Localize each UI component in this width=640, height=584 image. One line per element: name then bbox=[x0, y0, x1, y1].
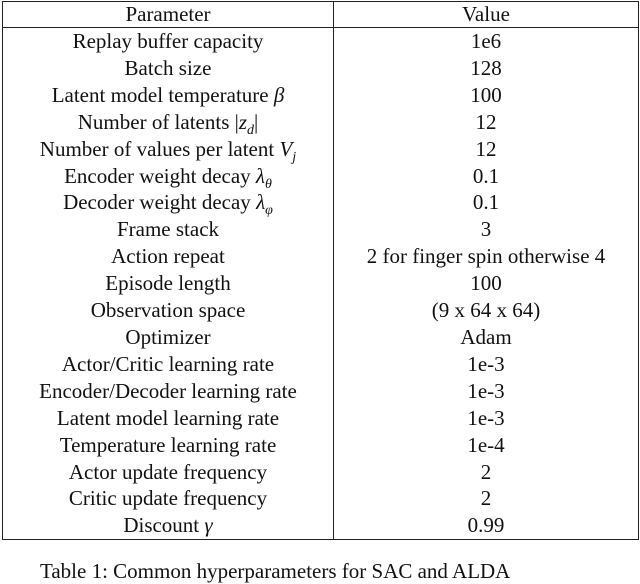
value-cell: 1e-3 bbox=[334, 378, 639, 405]
table-row bbox=[3, 351, 639, 378]
table-row bbox=[3, 512, 639, 539]
value-cell: 2 for finger spin otherwise 4 bbox=[334, 243, 639, 270]
parameter-name: Encoder weight decay bbox=[64, 163, 256, 188]
parameter-symbol: $\lambda_\theta$ bbox=[255, 163, 272, 192]
hyperparameter-table-container bbox=[2, 1, 638, 540]
table-row bbox=[3, 324, 639, 351]
value-cell: 12 bbox=[334, 109, 639, 136]
parameter-cell bbox=[3, 55, 334, 82]
table-row bbox=[3, 485, 639, 512]
value-cell: 100 bbox=[334, 270, 639, 297]
parameter-cell bbox=[3, 485, 334, 512]
table-body bbox=[3, 28, 639, 540]
value-cell: 1e-3 bbox=[334, 405, 639, 432]
parameter-cell bbox=[3, 512, 334, 539]
parameter-symbol: β bbox=[273, 82, 285, 107]
table-row bbox=[3, 136, 639, 163]
table-row bbox=[3, 109, 639, 136]
parameter-cell bbox=[3, 378, 334, 405]
table-row bbox=[3, 243, 639, 270]
table-caption: Table 1: Common hyperparameters for SAC and ALDA bbox=[40, 559, 511, 583]
header-row bbox=[3, 2, 639, 28]
table-row bbox=[3, 459, 639, 486]
table-row bbox=[3, 189, 639, 216]
parameter-symbol: $\lambda_\varphi$ bbox=[256, 190, 273, 219]
parameter-name: Actor update frequency bbox=[68, 459, 268, 484]
value-cell: 0.99 bbox=[334, 512, 639, 539]
header-parameter: Parameter bbox=[3, 2, 334, 28]
parameter-cell bbox=[3, 163, 334, 190]
parameter-cell bbox=[3, 405, 334, 432]
parameter-cell bbox=[3, 82, 334, 109]
parameter-name: Latent model learning rate bbox=[56, 405, 280, 430]
parameter-name: Number of values per latent bbox=[39, 136, 280, 161]
parameter-name: Critic update frequency bbox=[68, 486, 268, 511]
value-cell: 3 bbox=[334, 216, 639, 243]
table-header bbox=[3, 2, 639, 28]
parameter-cell bbox=[3, 216, 334, 243]
value-cell: 1e-4 bbox=[334, 432, 639, 459]
parameter-cell bbox=[3, 324, 334, 351]
parameter-name: Frame stack bbox=[116, 217, 220, 242]
value-cell: 0.1 bbox=[334, 163, 639, 190]
table-row bbox=[3, 297, 639, 324]
parameter-cell bbox=[3, 136, 334, 163]
value-cell: 1e-3 bbox=[334, 351, 639, 378]
table-row bbox=[3, 216, 639, 243]
parameter-cell bbox=[3, 189, 334, 219]
parameter-symbol: $V_j$ bbox=[279, 136, 297, 165]
table-row bbox=[3, 82, 639, 109]
value-cell: 0.1 bbox=[334, 189, 639, 216]
parameter-cell bbox=[3, 459, 334, 486]
parameter-cell bbox=[3, 243, 334, 270]
parameter-name: Number of latents bbox=[77, 109, 235, 134]
value-cell: 128 bbox=[334, 55, 639, 82]
parameter-name: Replay buffer capacity bbox=[72, 29, 264, 53]
parameter-name: Batch size bbox=[124, 55, 212, 80]
value-cell: 2 bbox=[334, 485, 639, 512]
value-cell: (9 x 64 x 64) bbox=[334, 297, 639, 324]
table-row bbox=[3, 28, 639, 55]
table-row bbox=[3, 163, 639, 190]
parameter-cell bbox=[3, 297, 334, 324]
parameter-name: Discount bbox=[123, 513, 205, 538]
parameter-name: Optimizer bbox=[125, 324, 211, 349]
table-row bbox=[3, 270, 639, 297]
value-cell: 100 bbox=[334, 82, 639, 109]
parameter-name: Temperature learning rate bbox=[59, 432, 277, 457]
table-row bbox=[3, 432, 639, 459]
parameter-name: Decoder weight decay bbox=[63, 190, 257, 215]
parameter-symbol: $|z_d|$ bbox=[234, 109, 259, 138]
parameter-name: Episode length bbox=[105, 271, 231, 296]
parameter-name: Observation space bbox=[90, 298, 246, 323]
table-row bbox=[3, 378, 639, 405]
parameter-name: Latent model temperature bbox=[51, 82, 274, 107]
parameter-cell bbox=[3, 351, 334, 378]
parameter-name: Actor/Critic learning rate bbox=[61, 351, 275, 376]
hyperparameter-table bbox=[2, 1, 639, 540]
parameter-name: Encoder/Decoder learning rate bbox=[39, 378, 297, 403]
parameter-symbol: γ bbox=[204, 513, 213, 538]
parameter-name: Action repeat bbox=[111, 244, 225, 269]
header-value: Value bbox=[334, 2, 639, 28]
value-cell: 12 bbox=[334, 136, 639, 163]
table-row bbox=[3, 405, 639, 432]
parameter-cell bbox=[3, 270, 334, 297]
parameter-cell bbox=[3, 109, 334, 136]
value-cell: 1e6 bbox=[334, 28, 639, 55]
parameter-cell bbox=[3, 432, 334, 459]
value-cell: 2 bbox=[334, 459, 639, 486]
parameter-cell bbox=[3, 28, 334, 55]
table-row bbox=[3, 55, 639, 82]
value-cell: Adam bbox=[334, 324, 639, 351]
